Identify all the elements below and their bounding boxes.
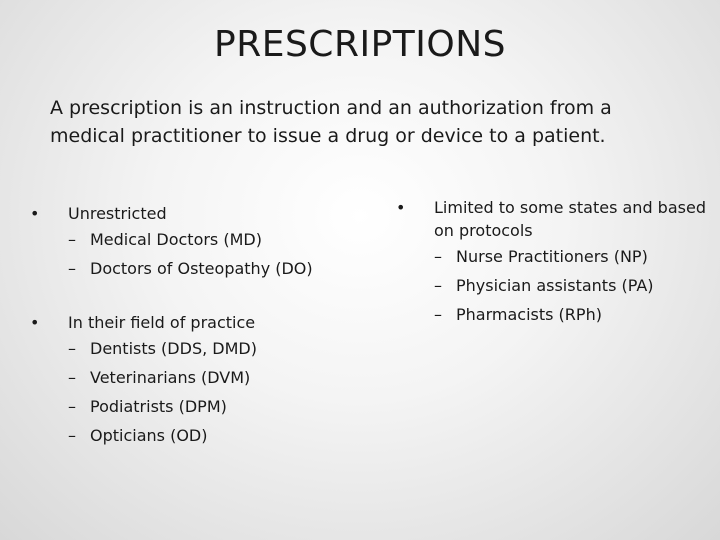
dash-icon: – <box>434 305 442 324</box>
dash-icon: – <box>434 276 442 295</box>
list-item: – Veterinarians (DVM) <box>68 363 350 392</box>
dash-icon: – <box>68 259 76 278</box>
bullet-icon: • <box>30 313 40 332</box>
list-item: – Medical Doctors (MD) <box>68 225 350 254</box>
bullet-icon: • <box>396 198 406 217</box>
list-item: – Dentists (DDS, DMD) <box>68 334 350 363</box>
bullet-field-of-practice <box>30 311 350 450</box>
bullet-text: Unrestricted <box>68 204 167 223</box>
list-item: – Physician assistants (PA) <box>434 271 706 300</box>
dash-icon: – <box>68 339 76 358</box>
dash-icon: – <box>434 247 442 266</box>
dash-icon: – <box>68 426 76 445</box>
list-item: – Doctors of Osteopathy (DO) <box>68 254 350 283</box>
slide-title: PRESCRIPTIONS <box>213 24 507 65</box>
bullet-icon: • <box>30 204 40 223</box>
dash-icon: – <box>68 368 76 387</box>
list-item: – Nurse Practitioners (NP) <box>434 242 706 271</box>
dash-icon: – <box>68 397 76 416</box>
sub-list <box>68 225 350 283</box>
right-column <box>396 196 706 357</box>
dash-icon: – <box>68 230 76 249</box>
sub-list <box>68 334 350 450</box>
sub-list <box>434 242 706 329</box>
list-item: – Podiatrists (DPM) <box>68 392 350 421</box>
bullet-limited <box>396 196 706 329</box>
bullet-text: In their field of practice <box>68 313 256 332</box>
bullet-unrestricted <box>30 202 350 283</box>
list-item: – Pharmacists (RPh) <box>434 300 706 329</box>
left-column <box>30 202 350 478</box>
intro-paragraph: A prescription is an instruction and an authorization from a medical practitioner to issue a drug or device to a patient. <box>50 97 612 147</box>
list-item: – Opticians (OD) <box>68 421 350 450</box>
bullet-text: Limited to some states and based on protocols <box>434 198 706 240</box>
